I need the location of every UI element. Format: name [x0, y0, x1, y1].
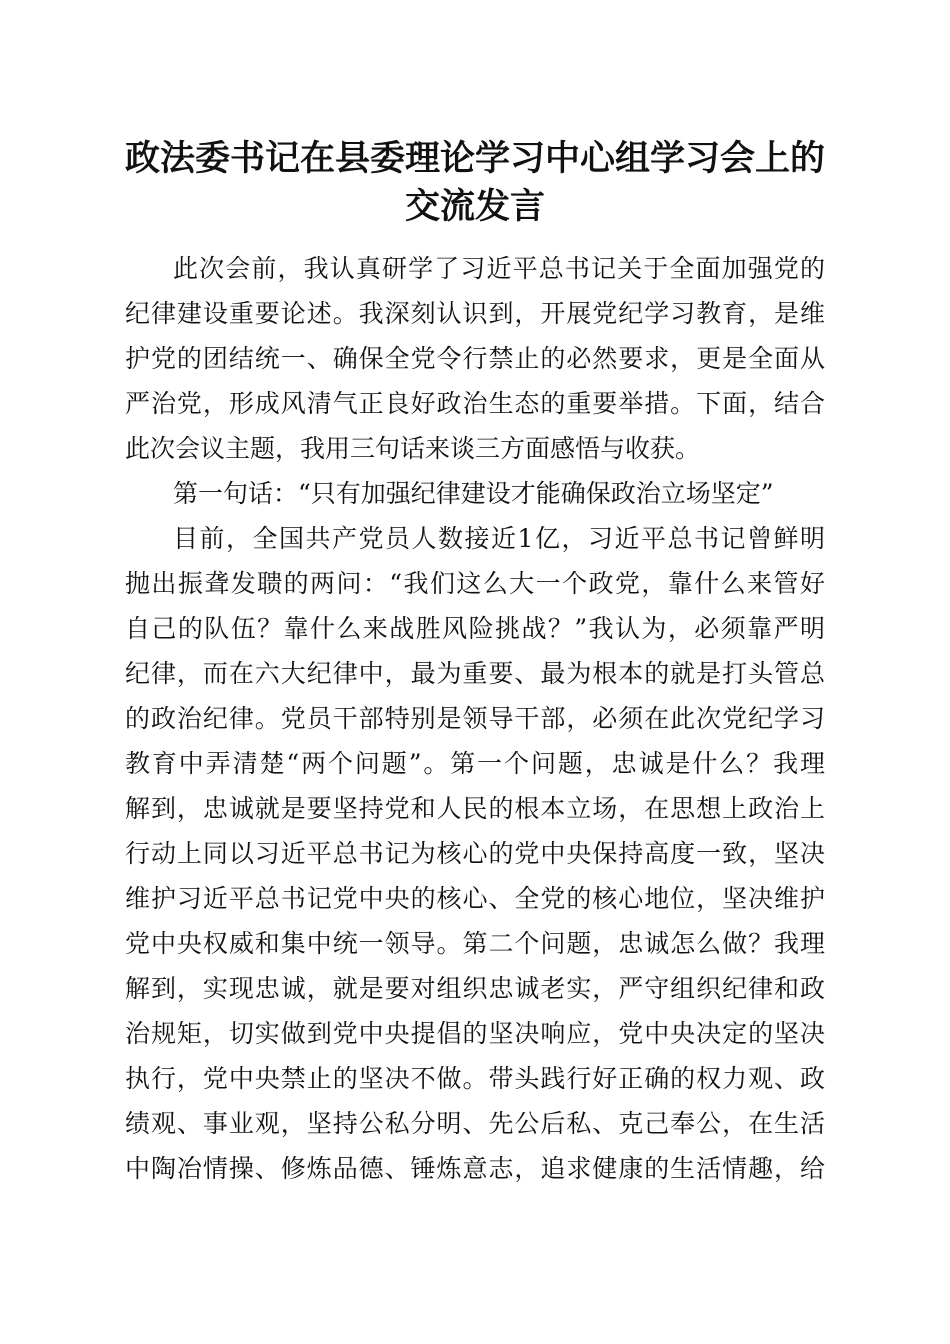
body-text-line: 目前，全国共产党员人数接近1亿，习近平总书记曾鲜明 [173, 524, 825, 553]
body-text-line: 的政治纪律。党员干部特别是领导干部，必须在此次党纪学习 [125, 704, 825, 733]
body-text-line: 此次会议主题，我用三句话来谈三方面感悟与收获。 [125, 434, 701, 463]
section-heading-first-sentence: 第一句话：“只有加强纪律建设才能确保政治立场坚定” [173, 479, 774, 508]
body-text-line: 解到，实现忠诚，就是要对组织忠诚老实，严守组织纪律和政 [125, 974, 825, 1003]
body-text-line: 行动上同以习近平总书记为核心的党中央保持高度一致，坚决 [125, 839, 825, 868]
body-text-line: 教育中弄清楚“两个问题”。第一个问题，忠诚是什么？我理 [125, 749, 825, 778]
body-text-line: 执行，党中央禁止的坚决不做。带头践行好正确的权力观、政 [125, 1064, 825, 1093]
body-text-line: 抛出振聋发聩的两问：“我们这么大一个政党，靠什么来管好 [125, 569, 825, 598]
body-text-line: 治规矩，切实做到党中央提倡的坚决响应，党中央决定的坚决 [125, 1019, 825, 1048]
body-text-line: 解到，忠诚就是要坚持党和人民的根本立场，在思想上政治上 [125, 794, 825, 823]
body-text-line: 中陶冶情操、修炼品德、锤炼意志，追求健康的生活情趣，给 [125, 1154, 825, 1183]
body-text-line: 党中央权威和集中统一领导。第二个问题，忠诚怎么做？我理 [125, 929, 825, 958]
body-text-line: 绩观、事业观，坚持公私分明、先公后私、克己奉公，在生活 [125, 1109, 825, 1138]
body-text-line: 严治党，形成风清气正良好政治生态的重要举措。下面，结合 [125, 389, 825, 418]
body-text-line: 自己的队伍？靠什么来战胜风险挑战？”我认为，必须靠严明 [125, 614, 825, 643]
body-text-line: 维护习近平总书记党中央的核心、全党的核心地位，坚决维护 [125, 884, 825, 913]
body-text-line: 纪律建设重要论述。我深刻认识到，开展党纪学习教育，是维 [125, 299, 825, 328]
body-text-line: 纪律，而在六大纪律中，最为重要、最为根本的就是打头管总 [125, 659, 825, 688]
body-text-line: 护党的团结统一、确保全党令行禁止的必然要求，更是全面从 [125, 344, 825, 373]
document-title-line-2: 交流发言 [404, 186, 545, 227]
document-title-line-1: 政法委书记在县委理论学习中心组学习会上的 [124, 138, 825, 179]
body-text-line: 此次会前，我认真研学了习近平总书记关于全面加强党的 [173, 254, 825, 283]
